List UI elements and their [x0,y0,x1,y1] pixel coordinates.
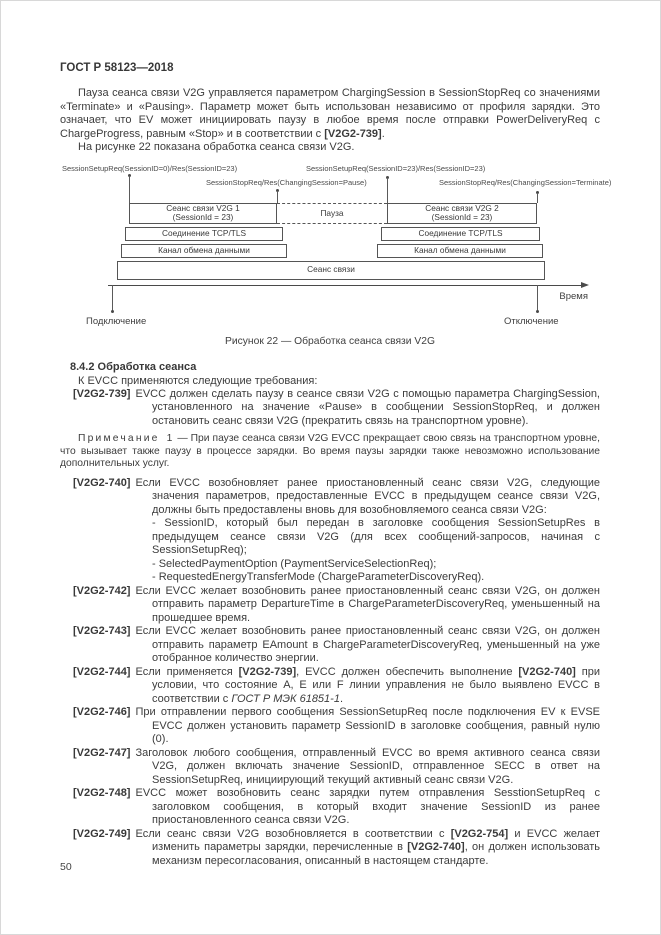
requirement-text: Если применяется [V2G2-739], EVCC должен обеспечить выполнение [V2G2-740] при условии, что состояние A, E или F линии управления не было выявлено EVCC в соответствии с ГОСТ Р МЭК 61851-1. [135,665,600,705]
requirements-lead: К EVCC применяются следующие требования: [78,374,318,387]
disconnect-dot [536,310,539,313]
figure-22 [60,163,612,353]
session-v2g-1-box [129,203,277,224]
disconnect-label: Отключение [504,315,559,327]
requirement-text: Если сеанс связи V2G возобновляется в соответствии с [V2G2-754] и EVCC желает изменить параметры зарядки, перечисленные в [V2G2-740], он должен использовать механизм пересогласования, описанный в настоящем стандарте. [135,827,601,867]
tcp-tls-label-right: Соединение TCP/TLS [418,227,503,238]
connect-label: Подключение [86,315,147,327]
requirement-v2g2-740 [60,477,600,585]
requirement-text: При отправлении первого сообщения SessionSetupReq после подключения EV к EVSE EVCC должен установить параметр SessionID в заголовке сообщения, равный нулю (0). [135,706,600,745]
note-label: Примечание [78,433,160,444]
requirement-text: Если EVCC желает возобновить ранее приостановленный сеанс связи V2G, он должен отправить параметр EAmount в ChargeParameterDiscoveryReq, уменьшенный на уже отобранное количество энергии. [135,625,600,664]
time-axis-arrowhead-icon [581,282,589,288]
note-1 [60,433,600,471]
requirement-tag: [V2G2-744] [73,665,131,678]
session-v2g-2-title: Сеанс связи V2G 2 [425,202,499,213]
figure-caption: Рисунок 22 — Обработка сеанса связи V2G [224,335,435,347]
requirement-text: Заголовок любого сообщения, отправленный EVCC во время активного сеанса связи V2G, должен включать значение SessionID, отправленное SECC в ответ на SessionSetupReq, инициирующий текущий активный сеанс связи V2G. [135,746,600,786]
tcp-tls-box-left [125,227,283,241]
event-label-session-setup-1: SessionSetupReq(SessionID=0)/Res(SessionID=23) [62,163,238,173]
event-line-2 [277,191,278,203]
requirement-v2g2-743 [60,625,600,666]
requirement-tag: [V2G2-740] [73,476,131,489]
time-label: Время [559,290,588,302]
event-label-session-stop-pause: SessionStopReq/Res(ChangingSession=Pause) [206,177,367,187]
note-number: 1 [166,433,173,444]
requirement-text: EVCC может возобновить сеанс зарядки путем отправления SesstionSetupReq с заголовком сообщения, в который входит значение SessionID из ранее приостановленного сеанса связи V2G. [135,787,600,826]
page-number: 50 [60,861,72,873]
requirement-tag: [V2G2-748] [73,787,131,799]
tcp-tls-box-right [381,227,540,241]
requirement-tag: [V2G2-749] [73,827,131,840]
intro-paragraph-1: Пауза сеанса связи V2G управляется параметром ChargingSession в SessionStopReq со значениями «Terminate» и «Pausing». Параметр может быть использован независимо от профиля зарядки. Это означает, что EV может инициировать паузу в любое время после отправки PowerDeliveryReq с ChargeProgress, равным «Stop» и в соответствии с [V2G2-739]. [60,87,600,140]
event-line-1 [129,176,130,203]
event-line-3 [387,178,388,203]
requirement-v2g2-749 [60,828,600,869]
session-v2g-1-title: Сеанс связи V2G 1 [166,202,240,213]
section-heading: 8.4.2 Обработка сеанса [70,360,197,373]
requirement-v2g2-739 [60,388,600,429]
event-line-4 [537,193,538,203]
requirement-tag: [V2G2-742] [73,584,131,597]
requirement-v2g2-746 [60,706,600,747]
data-channel-box-left [121,244,287,258]
requirement-tag: [V2G2-739] [73,387,131,400]
requirement-v2g2-744 [60,666,600,707]
requirement-text: Если EVCC возобновляет ранее приостановленный сеанс связи V2G, следующие значения параметров, предоставленные EVCC в предыдущем сеансе связи V2G, должны быть предоставлены вновь для возобновляемого сеанса связи V2G: - SessionID, который был передан в заголовке сообщения SessionSetupRes в предыдущем сеансе связи V2G (для всех сообщений-запросов, начиная с SessionSetupReq); - SelectedPaymentOption (PaymentServiceSelectionReq); - RequestedEnergyTransferMode (ChargeParameterDiscoveryReq). [135,476,600,583]
disconnect-line [537,285,538,311]
data-channel-label-left: Канал обмена данными [158,244,250,255]
session-link-label: Сеанс связи [307,264,355,275]
document-header: ГОСТ Р 58123—2018 [60,62,174,74]
session-link-box [117,261,545,280]
requirement-tag: [V2G2-746] [73,706,131,718]
connect-dot [111,310,114,313]
requirement-tag: [V2G2-743] [73,625,131,637]
session-v2g-1-id: (SessionId = 23) [172,212,234,222]
requirement-text: Если EVCC желает возобновить ранее приостановленный сеанс связи V2G, он должен отправить параметр DepartureTime в ChargeParameterDiscoveryReq, уменьшенный на прошедшее время. [135,584,600,624]
requirement-tag: [V2G2-747] [73,746,131,759]
requirement-v2g2-748 [60,787,600,828]
intro-paragraph-2: На рисунке 22 показана обработка сеанса связи V2G. [78,141,355,153]
requirement-v2g2-747 [60,747,600,788]
requirement-text: EVCC должен сделать паузу в сеансе связи V2G с помощью параметра ChargingSession, установленного на значение «Pause» в сообщении SessionStopReq, и должен остановить сеанс связи V2G (прекратить связь на транспортном уровне). [135,387,600,427]
event-label-session-stop-terminate: SessionStopReq/Res(ChangingSession=Terminate) [439,177,612,187]
requirement-v2g2-742 [60,585,600,626]
connect-line [112,285,113,311]
pause-box [277,203,387,224]
data-channel-label-right: Канал обмена данными [414,244,506,255]
session-v2g-2-box [387,203,537,224]
data-channel-box-right [377,244,543,258]
time-axis [108,285,581,286]
session-v2g-2-id: (SessionId = 23) [431,212,493,222]
event-label-session-setup-2: SessionSetupReq(SessionID=23)/Res(SessionID=23) [306,163,486,173]
tcp-tls-label-left: Соединение TCP/TLS [162,227,246,238]
pause-label: Пауза [320,208,344,218]
note-text: — При паузе сеанса связи V2G EVCC прекращает свою связь на транспортном уровне, что вызывает также паузу в процессе зарядки. Во время паузы зарядки также невозможно использование дополнительных услуг. [60,433,600,469]
